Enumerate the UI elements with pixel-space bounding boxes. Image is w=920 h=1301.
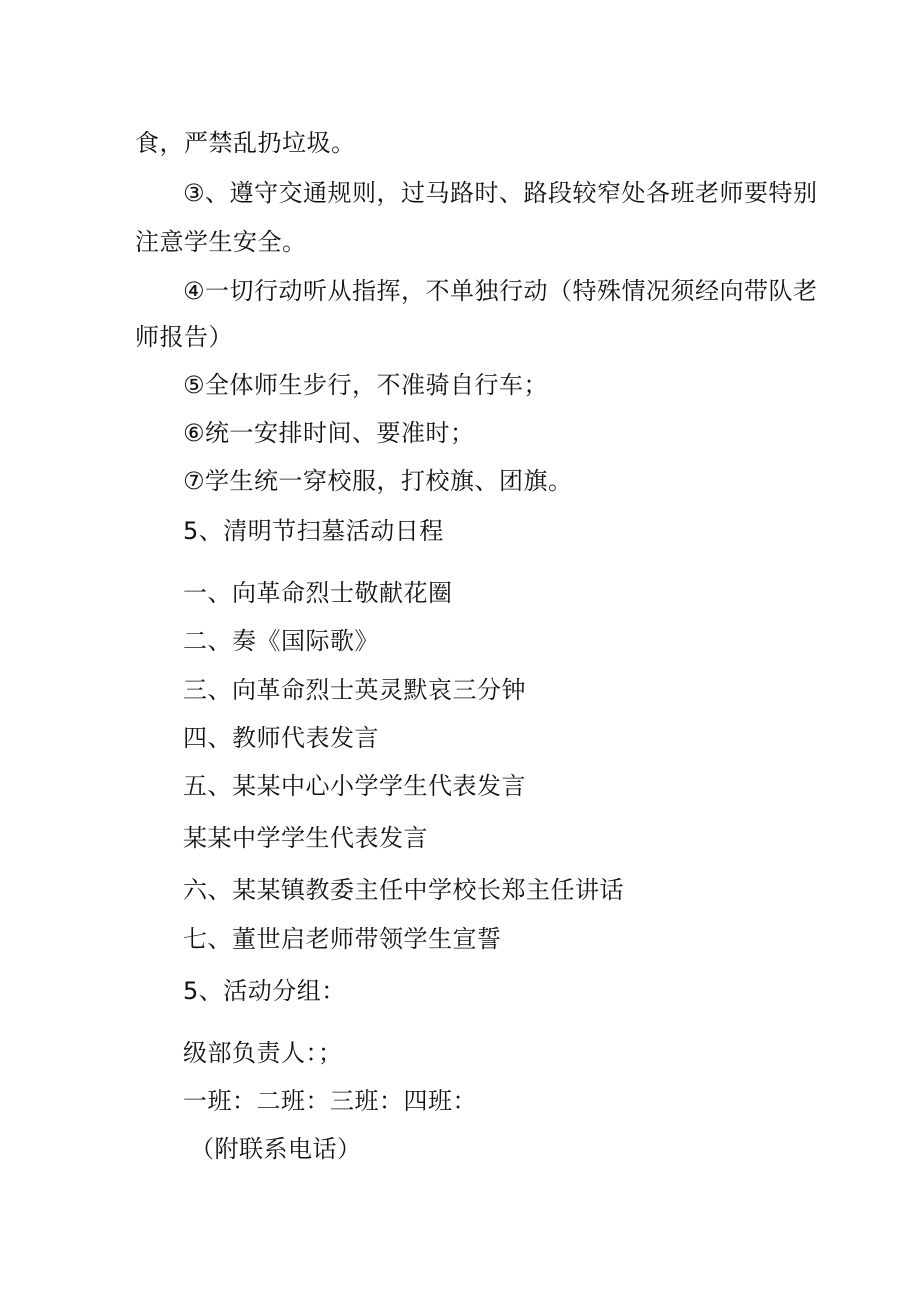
- text-line-rule-6: ⑥统一安排时间、要准时；: [183, 419, 475, 447]
- grade-leader-line: 级部负责人：；: [183, 1039, 343, 1067]
- schedule-item-3: 三、向革命烈士英灵默哀三分钟: [183, 676, 526, 704]
- text-line-rule-5: ⑤全体师生步行，不准骑自行车；: [183, 371, 549, 399]
- text-line-rule-3-cont: 注意学生安全。: [135, 228, 307, 256]
- schedule-item-6: 六、某某镇教委主任中学校长郑主任讲话: [183, 876, 624, 904]
- section-heading-schedule: 5、清明节扫墓活动日程: [183, 517, 444, 545]
- schedule-item-5-cont: 某某中学学生代表发言: [183, 824, 428, 852]
- text-line-rule-3: ③、遵守交通规则，过马路时、路段较窄处各班老师要特别: [183, 179, 818, 207]
- schedule-item-4: 四、教师代表发言: [183, 724, 379, 752]
- text-line-food-litter: 食，严禁乱扔垃圾。: [135, 129, 356, 157]
- text-line-rule-7: ⑦学生统一穿校服，打校旗、团旗。: [183, 467, 573, 495]
- text-line-rule-4-cont: 师报告）: [135, 323, 233, 351]
- section-heading-grouping: 5、活动分组：: [183, 977, 346, 1005]
- contact-note: （附联系电话）: [190, 1135, 362, 1163]
- schedule-item-2: 二、奏《国际歌》: [183, 627, 379, 655]
- schedule-item-7: 七、董世启老师带领学生宣誓: [183, 925, 502, 953]
- class-list-line: 一班：二班：三班：四班：: [183, 1087, 477, 1115]
- schedule-item-1: 一、向革命烈士敬献花圈: [183, 579, 453, 607]
- schedule-item-5: 五、某某中心小学学生代表发言: [183, 772, 526, 800]
- text-line-rule-4: ④一切行动听从指挥，不单独行动（特殊情况须经向带队老: [183, 277, 818, 305]
